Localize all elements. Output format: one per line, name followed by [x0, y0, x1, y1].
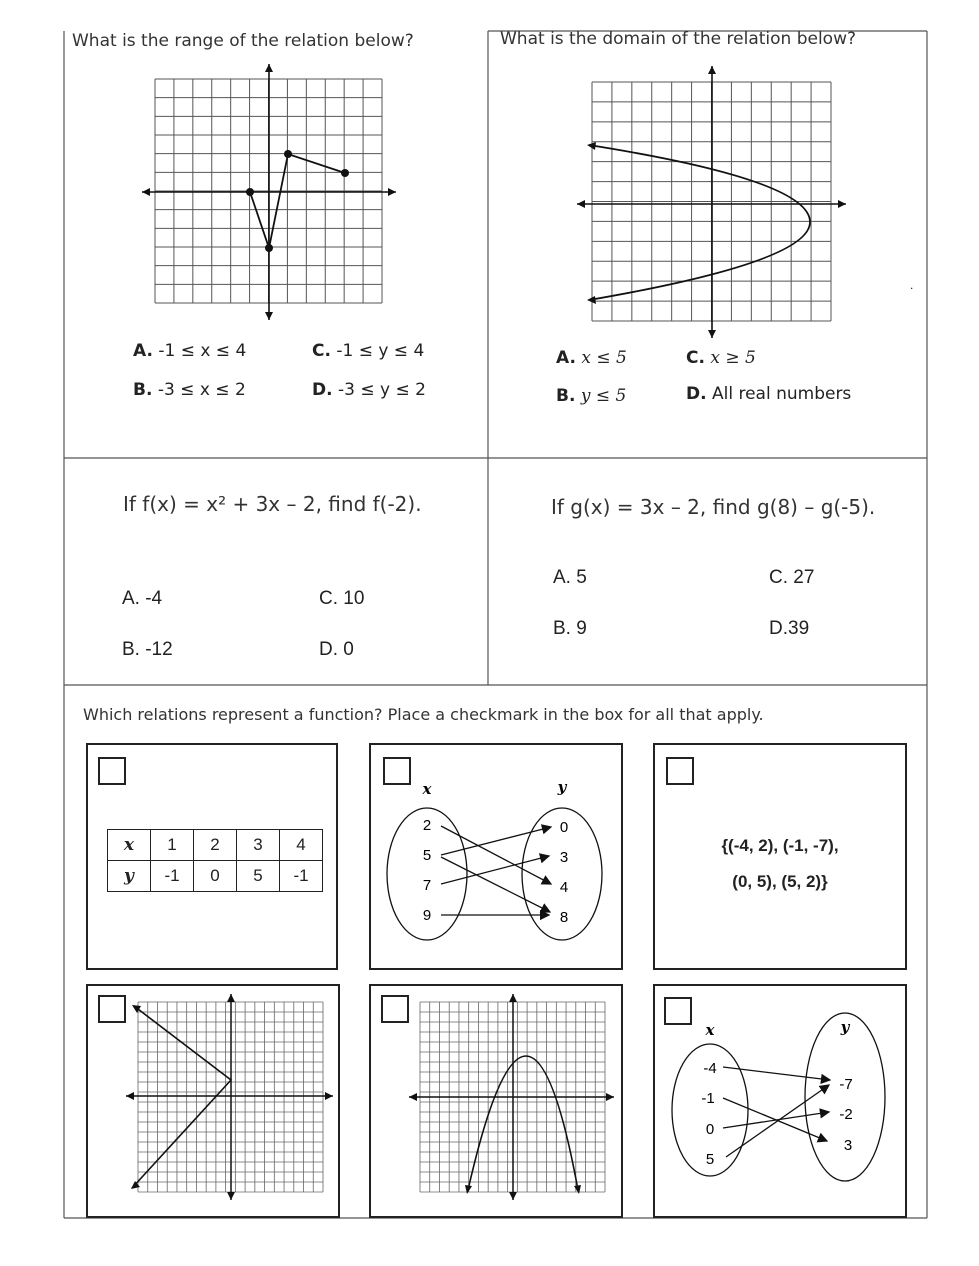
f-option-a[interactable]: A. -4 — [122, 588, 163, 609]
f-question-prompt: If f(x) = x² + 3x – 2, find f(-2). — [123, 492, 422, 516]
stray-dot: . — [910, 278, 914, 292]
relation-set-line2: (0, 5), (5, 2)} — [732, 872, 828, 891]
f-option-d[interactable]: D. 0 — [319, 639, 354, 660]
domain-question-prompt: What is the domain of the relation below? — [500, 29, 857, 49]
domain-option-b[interactable]: B. y ≤ 5 — [556, 386, 627, 406]
mapping2-domain-value: 5 — [705, 1151, 715, 1168]
mapping1-domain-value: 5 — [422, 847, 432, 864]
mapping2-range-value: -7 — [839, 1076, 853, 1093]
domain-option-c[interactable]: C. x ≥ 5 — [686, 348, 756, 368]
mapping2-y-label: y — [840, 1018, 850, 1036]
range-question-prompt: What is the range of the relation below? — [72, 31, 414, 51]
mapping1-diagram — [370, 744, 620, 967]
relation-table-checkbox[interactable] — [98, 757, 126, 785]
g-option-b[interactable]: B. 9 — [553, 618, 587, 639]
table-cell: 2 — [194, 830, 237, 861]
relation-set-line1: {(-4, 2), (-1, -7), — [721, 836, 839, 855]
relation-graph1 — [120, 990, 340, 1205]
mapping1-domain-value: 2 — [422, 817, 432, 834]
range-option-a[interactable]: A. -1 ≤ x ≤ 4 — [133, 341, 247, 361]
mapping1-y-label: y — [557, 778, 567, 796]
table-x-header: x — [108, 830, 151, 861]
mapping1-domain-value: 9 — [422, 907, 432, 924]
mapping2-domain-value: -1 — [701, 1090, 715, 1107]
functions-question-prompt: Which relations represent a function? Place a checkmark in the box for all that apply. — [83, 705, 764, 724]
range-option-d[interactable]: D. -3 ≤ y ≤ 2 — [312, 380, 426, 400]
relation-graph2 — [405, 990, 620, 1205]
relation-set-checkbox[interactable] — [666, 757, 694, 785]
mapping1-range-value: 0 — [559, 819, 569, 836]
mapping2-diagram — [654, 985, 904, 1215]
domain-option-a[interactable]: A. x ≤ 5 — [556, 348, 627, 368]
g-option-a[interactable]: A. 5 — [553, 567, 587, 588]
range-graph — [138, 60, 400, 325]
mapping1-range-value: 3 — [559, 849, 569, 866]
mapping1-range-value: 8 — [559, 909, 569, 926]
mapping2-x-label: x — [705, 1021, 715, 1039]
range-option-b[interactable]: B. -3 ≤ x ≤ 2 — [133, 380, 246, 400]
g-option-d[interactable]: D.39 — [769, 618, 810, 639]
table-cell: 1 — [151, 830, 194, 861]
mapping2-range-value: 3 — [843, 1137, 853, 1154]
f-option-b[interactable]: B. -12 — [122, 639, 173, 660]
table-cell: 3 — [237, 830, 280, 861]
g-option-c[interactable]: C. 27 — [769, 567, 815, 588]
mapping2-range-value: -2 — [839, 1106, 853, 1123]
f-option-c[interactable]: C. 10 — [319, 588, 365, 609]
mapping1-x-label: x — [422, 780, 432, 798]
domain-option-d[interactable]: D. All real numbers — [686, 384, 852, 404]
g-question-prompt: If g(x) = 3x – 2, find g(8) – g(-5). — [551, 495, 876, 519]
mapping1-domain-value: 7 — [422, 877, 432, 894]
table-cell: -1 — [280, 861, 323, 892]
mapping1-range-value: 4 — [559, 879, 569, 896]
relation-table — [107, 829, 323, 892]
range-option-c[interactable]: C. -1 ≤ y ≤ 4 — [312, 341, 425, 361]
table-cell: -1 — [151, 861, 194, 892]
table-cell: 0 — [194, 861, 237, 892]
table-y-header: y — [108, 861, 151, 892]
mapping2-domain-value: 0 — [705, 1121, 715, 1138]
table-cell: 4 — [280, 830, 323, 861]
mapping2-domain-value: -4 — [703, 1060, 717, 1077]
domain-graph — [575, 62, 850, 342]
table-cell: 5 — [237, 861, 280, 892]
